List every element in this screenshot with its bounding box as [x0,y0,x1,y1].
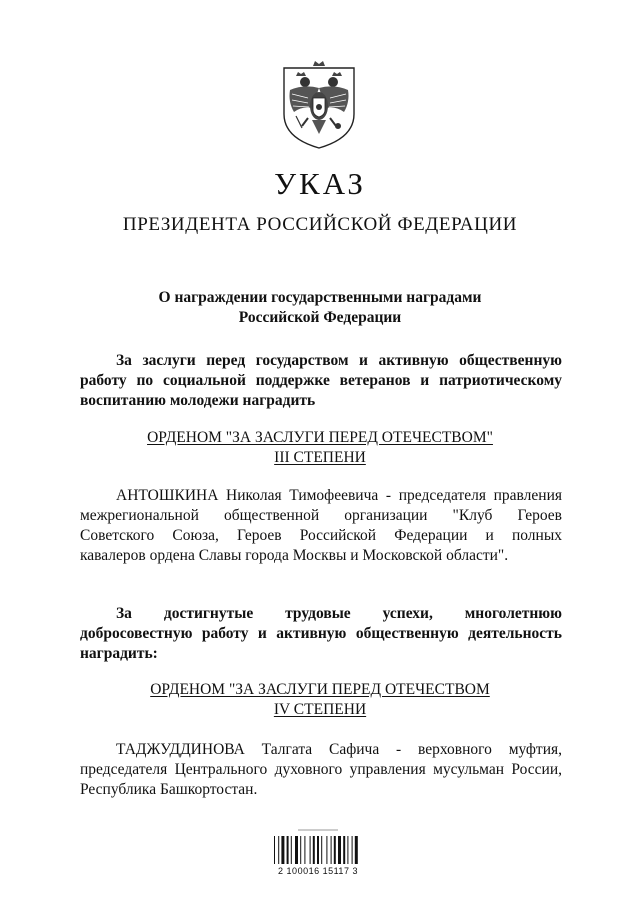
order-line: ОРДЕНОМ "ЗА ЗАСЛУГИ ПЕРЕД ОТЕЧЕСТВОМ" [147,429,493,446]
recipient-line: Республика Башкортостан. [80,781,258,798]
recipient-line: АНТОШКИНА Николая Тимофеевича - председателя правления [116,487,562,504]
recipient-line: ТАДЖУДДИНОВА Талгата Сафича - верховного муфтия, [116,741,562,758]
heading-line: Российской Федерации [238,309,402,326]
section1-recipient [80,486,562,566]
coat-of-arms-emblem-icon [278,60,360,150]
intro-line: За заслуги перед государством и активную общественную [116,352,562,369]
recipient-line: Советского Союза, Героев Российской Федерации и полных [80,527,562,544]
heading-line: О награждении государственными наградами [158,289,482,306]
barcode-number: 2 100016 15117 3 [278,866,358,876]
section1-order [0,428,640,468]
decree-heading [0,288,640,328]
section2-intro [80,604,562,664]
decree-subtitle: ПРЕЗИДЕНТА РОССИЙСКОЙ ФЕДЕРАЦИИ [122,214,518,235]
section2-recipient [80,740,562,800]
recipient-line: кавалеров ордена Славы города Москвы и Московской области". [80,547,509,564]
recipient-line: председателя Центрального духовного управления мусульман России, [80,761,562,778]
recipient-line: межрегиональной общественной организации "Клуб Героев [80,507,562,524]
intro-line: работу по социальной поддержке ветеранов и патриотическому [80,372,562,389]
intro-line: наградить: [80,645,158,662]
section2-order [0,680,640,720]
order-line: ОРДЕНОМ "ЗА ЗАСЛУГИ ПЕРЕД ОТЕЧЕСТВОМ [150,681,490,698]
decree-title: УКАЗ [274,166,366,201]
order-line: III СТЕПЕНИ [274,449,366,466]
section1-intro [80,351,562,411]
order-line: IV СТЕПЕНИ [273,701,367,718]
intro-line: добросовестную работу и активную общественную деятельность [80,625,562,642]
intro-line: воспитанию молодежи наградить [80,392,316,409]
intro-line: За достигнутые трудовые успехи, многолетнюю [116,605,562,622]
